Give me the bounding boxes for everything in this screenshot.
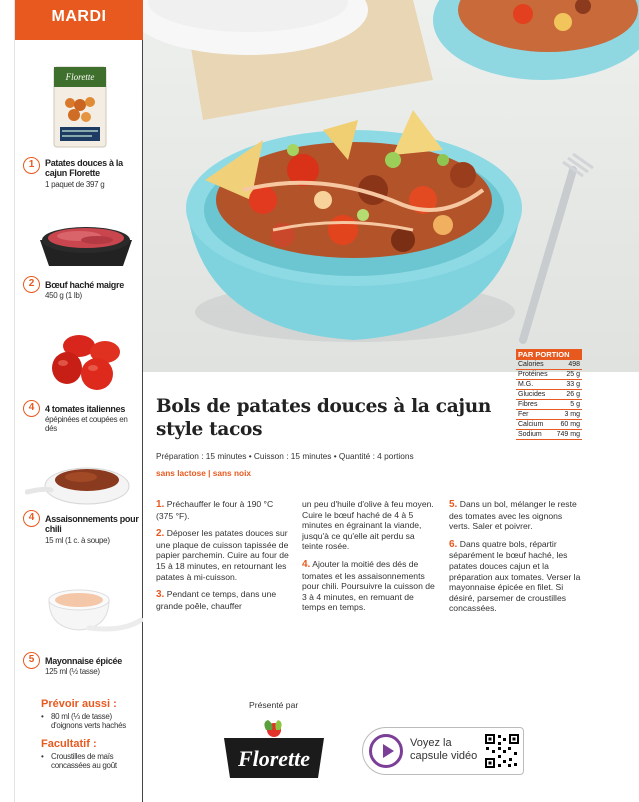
step-5 xyxy=(449,499,583,532)
chili-seasoning-image xyxy=(25,458,143,508)
step-2 xyxy=(156,528,290,582)
nutrition-row xyxy=(516,390,582,400)
ingredient-sidebar xyxy=(14,0,143,802)
nutrition-label: Glucides xyxy=(518,391,546,398)
diet-tags: sans lactose | sans noix xyxy=(156,468,252,478)
steps-column-1 xyxy=(156,499,290,618)
tomatoes-image xyxy=(45,330,125,394)
recipe-title: Bols de patates douces à la cajun style tacos xyxy=(156,396,492,440)
presented-by-label: Présenté par xyxy=(249,700,299,710)
step-text: un peu d'huile d'olive à feu moyen. Cuire le bœuf haché de 4 à 5 minutes en égrainant la viande, jusqu'à ce qu'elle ait perdu sa teinte rosée. xyxy=(302,499,434,552)
optional-title: Facultatif : xyxy=(41,738,97,750)
step-number: 3. xyxy=(156,589,165,601)
nutrition-rows xyxy=(516,360,582,440)
step-text: Déposer les patates douces sur une plaque de cuisson tapissée de papier parchemin. Cuire au four de 15 à 18 minutes, en retournant les patates à mi-cuisson. xyxy=(156,528,289,582)
nutrition-row xyxy=(516,360,582,370)
nutrition-value: 498 xyxy=(568,361,580,368)
nutrition-header: PAR PORTION xyxy=(516,349,582,360)
nutrition-label: Protéines xyxy=(518,371,548,378)
nutrition-row xyxy=(516,400,582,410)
step-4 xyxy=(302,559,436,613)
steps-column-2 xyxy=(302,499,436,620)
step-number: 2. xyxy=(156,528,165,540)
ingredient-name: Assaisonnements pour chili xyxy=(45,514,139,534)
sweet-potato-package-image xyxy=(52,65,108,149)
also-needed-item: • 80 ml (⅓ de tasse) d'oignons verts hachés xyxy=(51,712,141,730)
ingredient-name: Bœuf haché maigre xyxy=(45,280,124,290)
florette-logo xyxy=(222,720,326,780)
svg-text:Florette: Florette xyxy=(65,72,95,82)
nutrition-row xyxy=(516,430,582,440)
nutrition-row xyxy=(516,420,582,430)
step-text: Préchauffer le four à 190 °C (375 °F). xyxy=(156,499,274,521)
step-text: Ajouter la moitié des dés de tomates et les assaisonnements pour chili. Poursuivre la cuisson de 3 à 4 minutes, en remuant de temps en temps. xyxy=(302,558,435,613)
nutrition-label: Fibres xyxy=(518,401,538,408)
step-3 xyxy=(156,589,290,611)
ground-beef-image xyxy=(37,220,135,272)
steps-column-3 xyxy=(449,499,583,621)
spicy-mayo-image xyxy=(43,578,143,640)
ingredient-quantity: 15 ml (1 c. à soupe) xyxy=(45,536,110,545)
nutrition-value: 5 g xyxy=(570,401,580,408)
ingredient-number: 4 xyxy=(23,510,40,527)
nutrition-label: M.G. xyxy=(518,381,534,388)
nutrition-value: 749 mg xyxy=(556,431,580,438)
ingredient-name: 4 tomates italiennes xyxy=(45,404,126,414)
step-6 xyxy=(449,539,583,614)
ingredient-number: 1 xyxy=(23,157,40,174)
recipe-photo xyxy=(143,0,639,372)
optional-item: • Croustilles de maïs concassées au goût xyxy=(51,752,141,770)
ingredient-number: 4 xyxy=(23,400,40,417)
ingredient-quantity: 450 g (1 lb) xyxy=(45,291,82,300)
video-capsule-button[interactable] xyxy=(362,727,524,775)
step-number: 6. xyxy=(449,538,458,550)
ingredient-quantity: 1 paquet de 397 g xyxy=(45,180,105,189)
nutrition-row xyxy=(516,370,582,380)
step-1 xyxy=(156,499,290,521)
nutrition-label: Calcium xyxy=(518,421,544,428)
ingredient-name: Mayonnaise épicée xyxy=(45,656,122,666)
ingredient-name: Patates douces à la cajun Florette xyxy=(45,158,123,178)
day-tab: MARDI xyxy=(15,0,143,40)
brand-text: Florette xyxy=(237,746,311,771)
nutrition-label: Sodium xyxy=(518,431,542,438)
nutrition-row xyxy=(516,380,582,390)
step-3-continued xyxy=(302,499,436,552)
nutrition-row xyxy=(516,410,582,420)
step-text: Dans quatre bols, répartir séparément le bœuf haché, les patates douces cajun et la préparation aux tomates. Verser la mayonnaise épicée en filet. Si désiré, parsemer de croustilles concassées. xyxy=(449,538,581,614)
play-icon[interactable] xyxy=(369,734,403,768)
nutrition-value: 25 g xyxy=(566,371,580,378)
also-needed-title: Prévoir aussi : xyxy=(41,698,117,710)
qr-code xyxy=(484,733,520,769)
nutrition-label: Calories xyxy=(518,361,544,368)
nutrition-value: 60 mg xyxy=(560,421,580,428)
step-number: 1. xyxy=(156,499,165,510)
nutrition-value: 33 g xyxy=(566,381,580,388)
ingredient-quantity: épépinées et coupées en dés xyxy=(45,415,128,433)
nutrition-value: 3 mg xyxy=(564,411,580,418)
nutrition-value: 26 g xyxy=(566,391,580,398)
recipe-meta: Préparation : 15 minutes • Cuisson : 15 minutes • Quantité : 4 portions xyxy=(156,451,414,461)
step-text: Pendant ce temps, dans une grande poêle, chauffer xyxy=(156,589,277,611)
nutrition-table xyxy=(516,349,582,440)
video-label: Voyez la capsule vidéo xyxy=(410,737,478,762)
ingredient-quantity: 125 ml (½ tasse) xyxy=(45,667,100,676)
ingredient-number: 2 xyxy=(23,276,40,293)
ingredient-number: 5 xyxy=(23,652,40,669)
step-number: 4. xyxy=(302,558,311,570)
nutrition-label: Fer xyxy=(518,411,529,418)
step-number: 5. xyxy=(449,499,458,510)
step-text: Dans un bol, mélanger le reste des tomates avec les oignons verts. Saler et poivrer. xyxy=(449,499,577,532)
